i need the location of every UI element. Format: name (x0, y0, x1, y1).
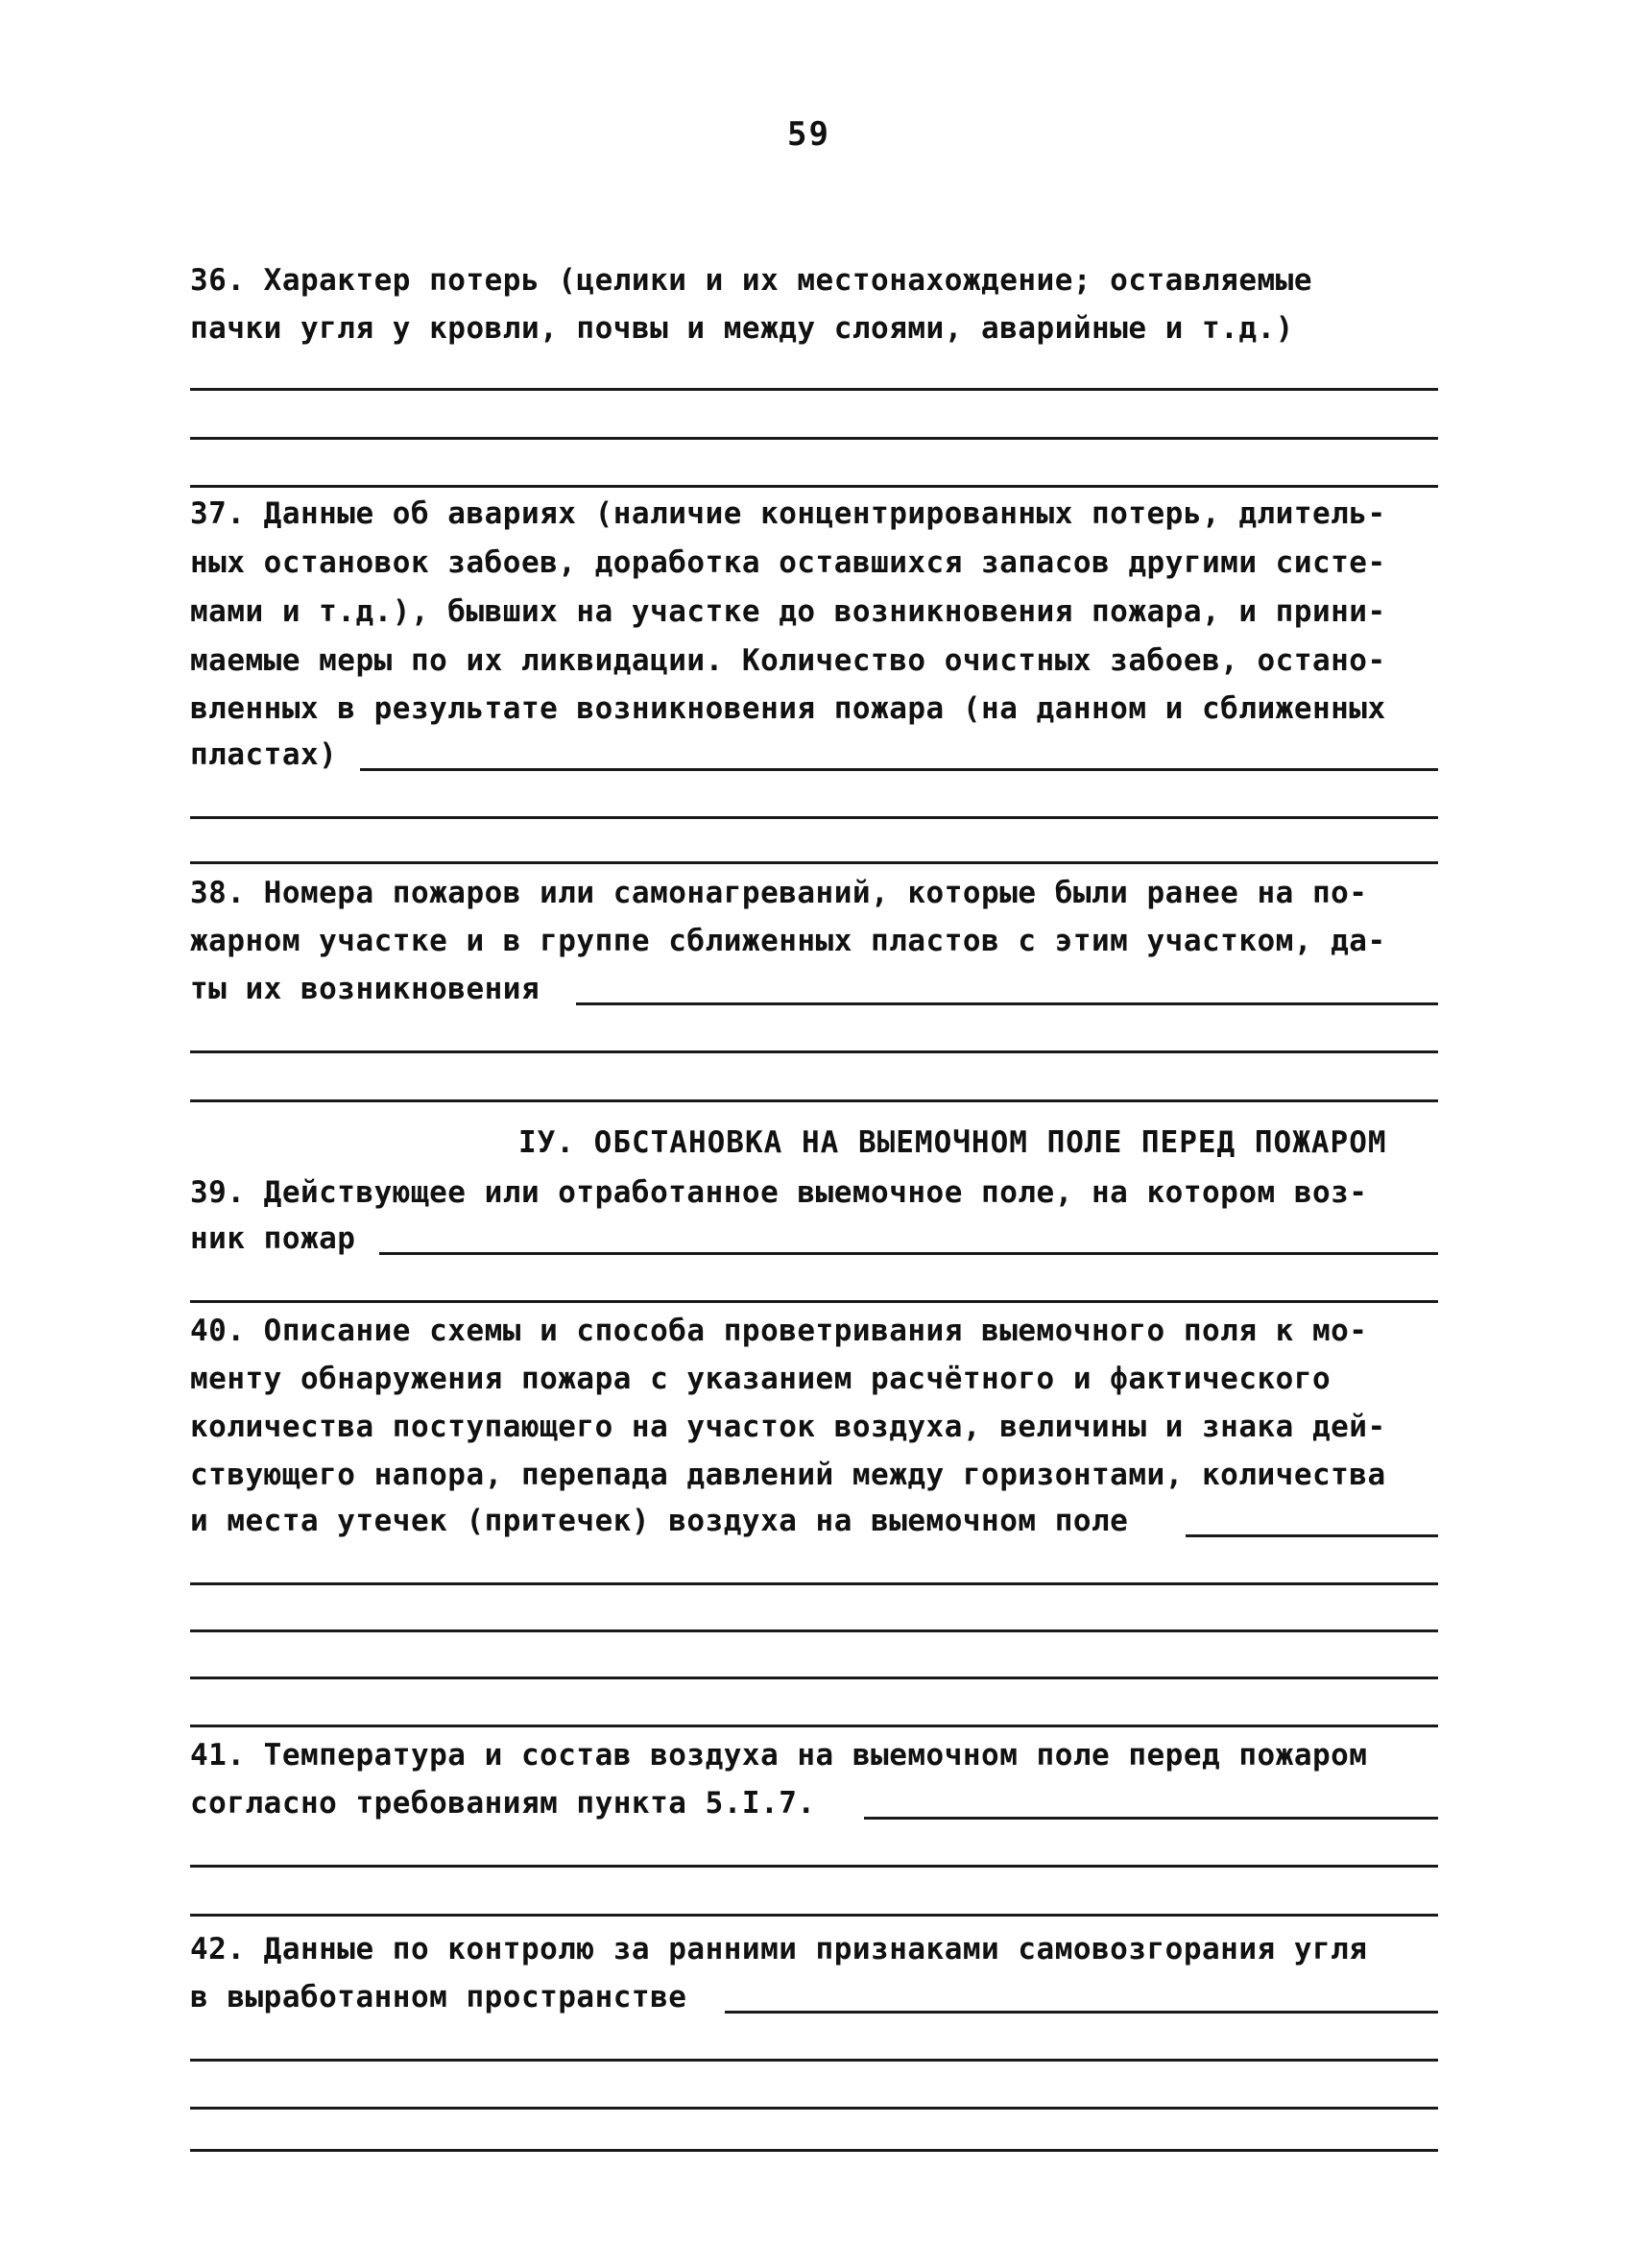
answer-line[interactable] (190, 388, 1438, 391)
item-41-line-2: согласно требованиям пункта 5.I.7. (190, 1786, 816, 1821)
item-37-line-5: вленных в результате возникновения пожара (на данном и сближенных (190, 691, 1386, 726)
item-37-line-2: ных остановок забоев, доработка оставшихся запасов другими систе- (190, 545, 1386, 580)
answer-line[interactable] (190, 485, 1438, 488)
answer-line[interactable] (190, 1914, 1438, 1917)
item-36-line-1: 36. Характер потерь (целики и их местонахождение; оставляемые (190, 263, 1312, 298)
item-42-line-2: в выработанном пространстве (190, 1980, 687, 2015)
item-39-line-2: ник пожар (190, 1221, 356, 1256)
section-heading: IУ. ОБСТАНОВКА НА ВЫЕМОЧНОМ ПОЛЕ ПЕРЕД ПОЖАРОМ (518, 1125, 1387, 1160)
answer-line[interactable] (1186, 1534, 1438, 1537)
answer-line[interactable] (190, 2059, 1438, 2062)
answer-line[interactable] (864, 1817, 1438, 1820)
answer-line[interactable] (190, 1677, 1438, 1679)
item-40-line-2: менту обнаружения пожара с указанием расчётного и фактического (190, 1362, 1332, 1396)
answer-line[interactable] (190, 1865, 1438, 1868)
answer-line[interactable] (725, 2011, 1438, 2014)
answer-line[interactable] (190, 1582, 1438, 1585)
answer-line[interactable] (379, 1252, 1438, 1255)
item-42-line-1: 42. Данные по контролю за ранними признаками самовозгорания угля (190, 1932, 1368, 1966)
item-36-line-2: пачки угля у кровли, почвы и между слоями, аварийные и т.д.) (190, 311, 1294, 346)
answer-line[interactable] (190, 1725, 1438, 1727)
item-41-line-1: 41. Температура и состав воздуха на выемочном поле перед пожаром (190, 1738, 1368, 1773)
item-38-line-2: жарном участке и в группе сближенных пластов с этим участком, да- (190, 924, 1386, 958)
item-39-line-1: 39. Действующее или отработанное выемочное поле, на котором воз- (190, 1175, 1368, 1210)
item-40-line-3: количества поступающего на участок воздуха, величины и знака дей- (190, 1410, 1386, 1444)
item-37-line-1: 37. Данные об авариях (наличие концентрированных потерь, длитель- (190, 496, 1386, 531)
answer-line[interactable] (576, 1002, 1438, 1005)
answer-line[interactable] (190, 1099, 1438, 1102)
item-38-line-1: 38. Номера пожаров или самонагреваний, которые были ранее на по- (190, 876, 1368, 910)
item-38-line-3: ты их возникновения (190, 972, 540, 1006)
answer-line[interactable] (190, 2107, 1438, 2110)
answer-line[interactable] (360, 768, 1438, 771)
item-40-line-4: ствующего напора, перепада давлений между горизонтами, количества (190, 1458, 1386, 1492)
item-37-line-6: пластах) (190, 737, 338, 772)
item-37-line-4: маемые меры по их ликвидации. Количество очистных забоев, остано- (190, 643, 1386, 678)
answer-line[interactable] (190, 1050, 1438, 1053)
answer-line[interactable] (190, 2149, 1438, 2152)
item-40-line-5: и места утечек (притечек) воздуха на выемочном поле (190, 1504, 1129, 1538)
answer-line[interactable] (190, 1300, 1438, 1303)
answer-line[interactable] (190, 437, 1438, 440)
answer-line[interactable] (190, 1629, 1438, 1632)
answer-line[interactable] (190, 816, 1438, 819)
answer-line[interactable] (190, 861, 1438, 864)
item-40-line-1: 40. Описание схемы и способа проветривания выемочного поля к мо- (190, 1314, 1368, 1348)
page-number: 59 (787, 115, 830, 154)
item-37-line-3: мами и т.д.), бывших на участке до возникновения пожара, и прини- (190, 594, 1386, 629)
